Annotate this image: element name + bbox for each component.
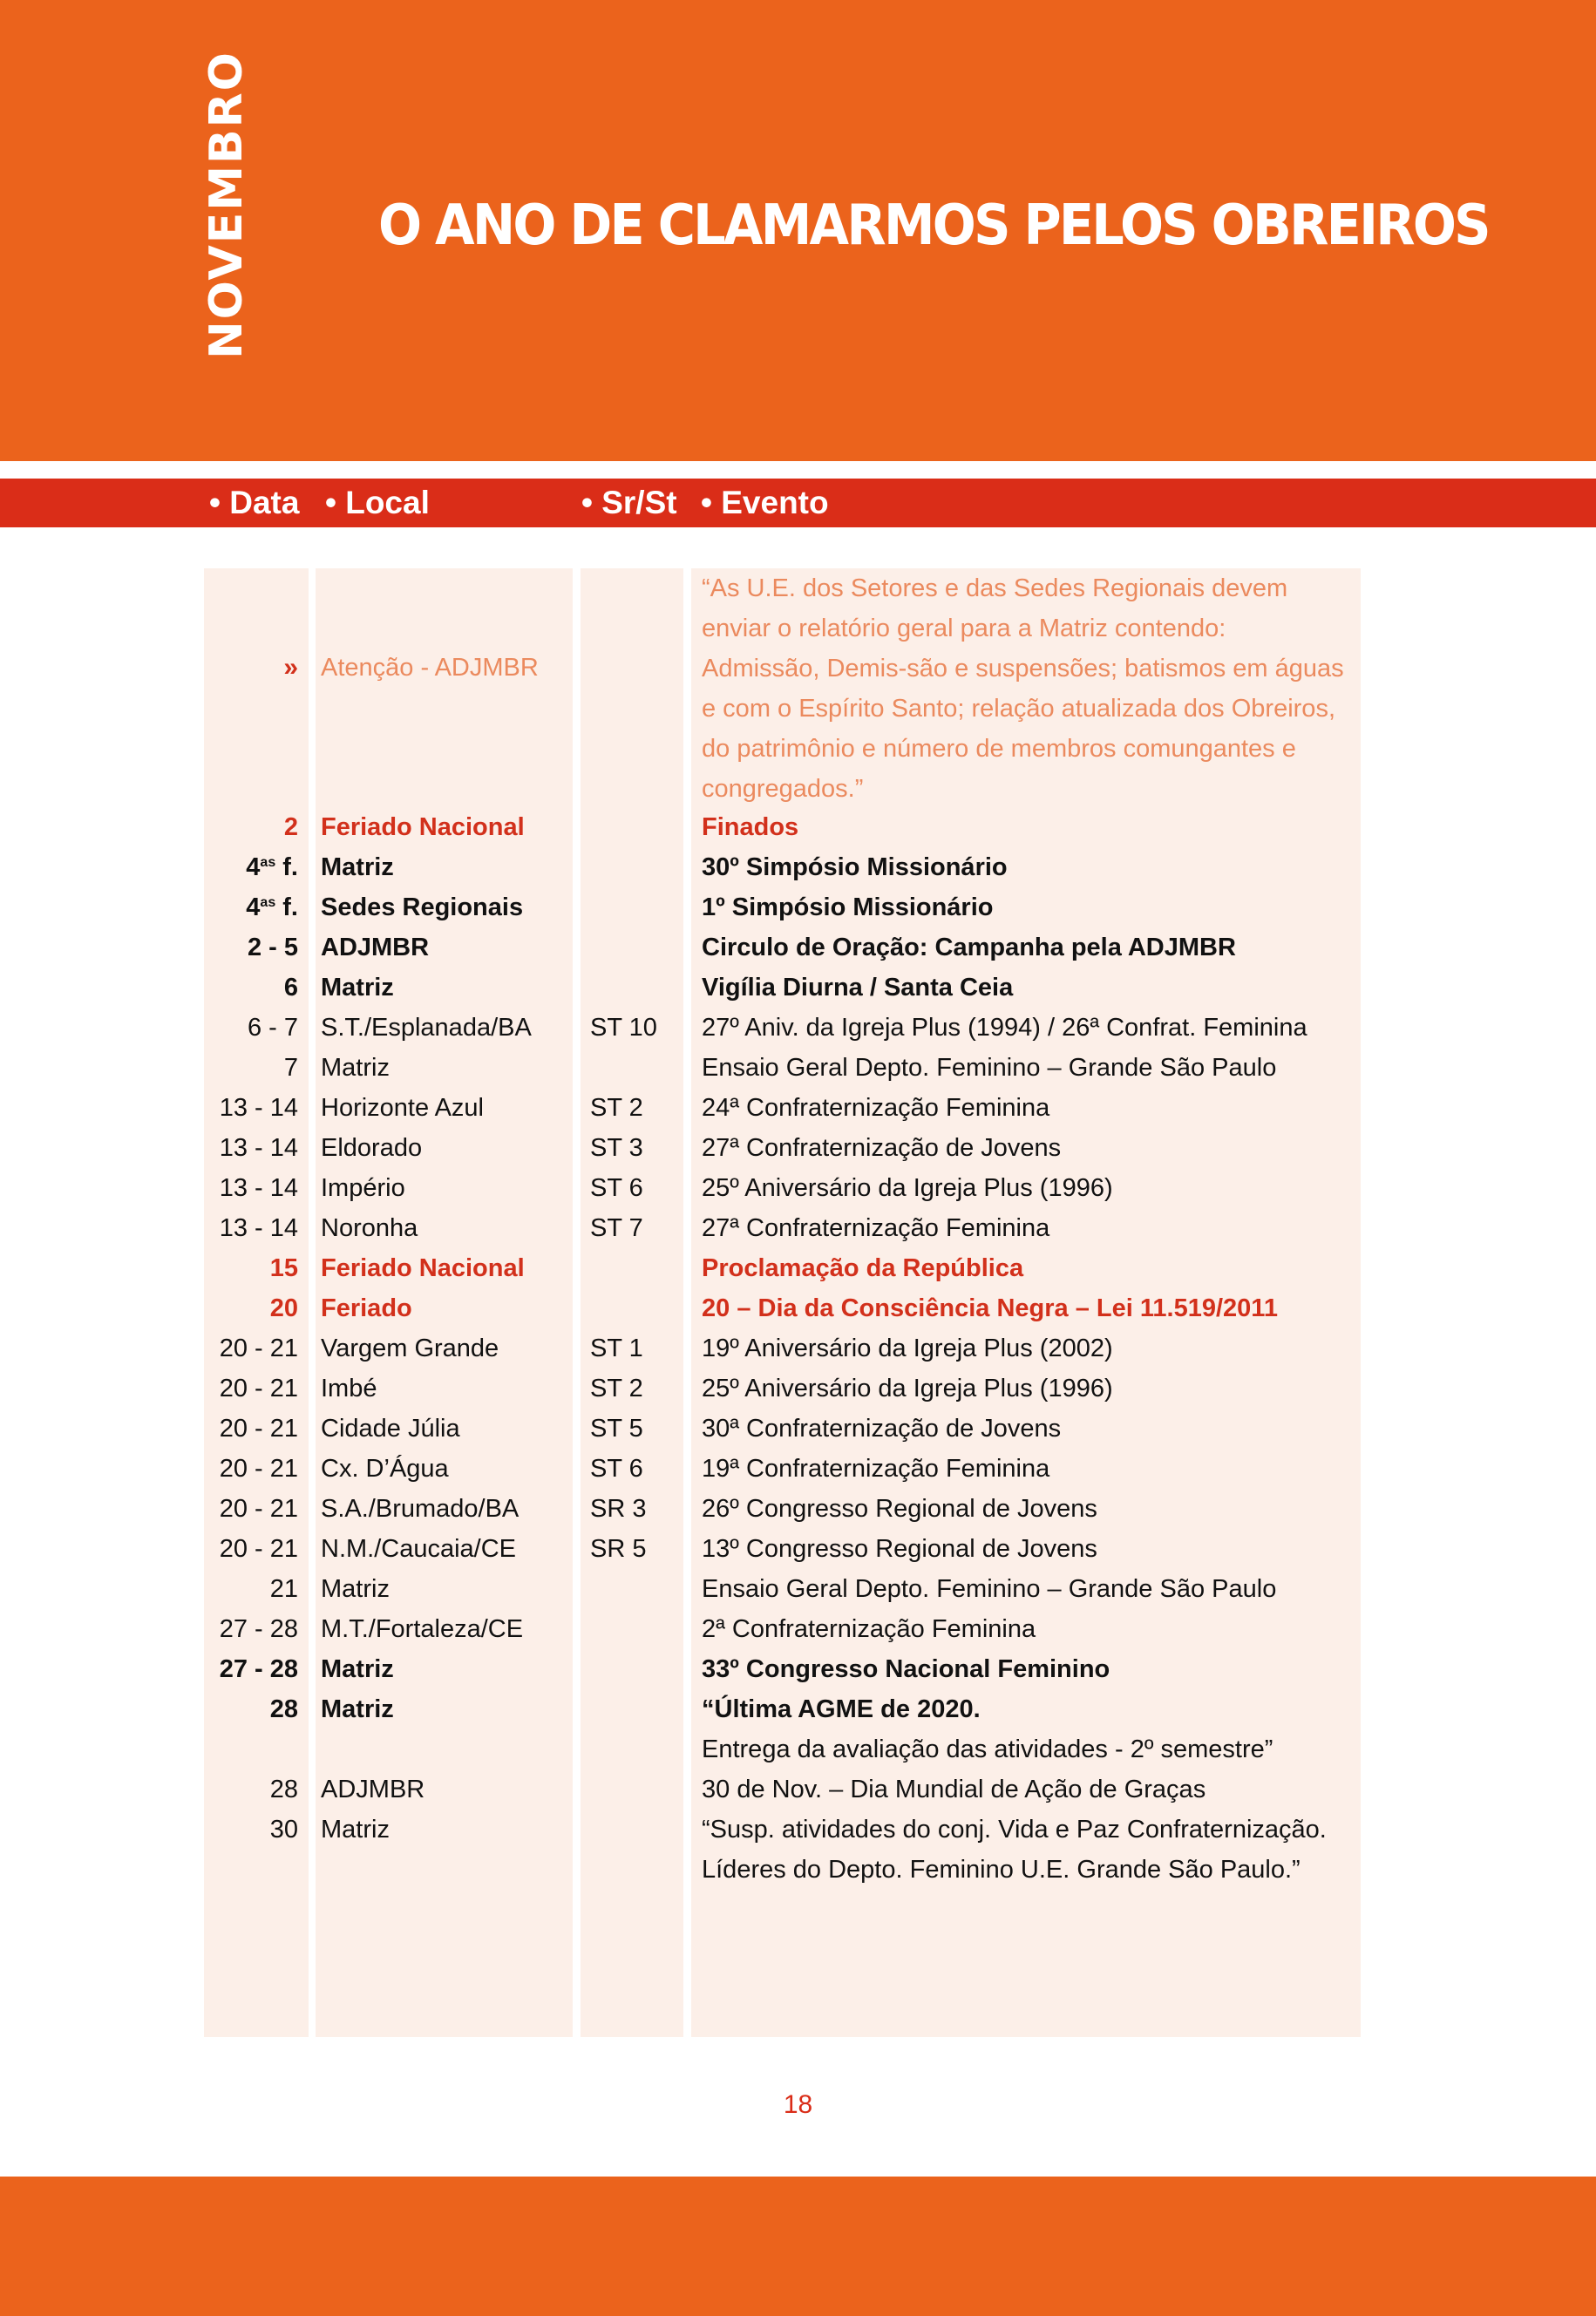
column-header-data: • Data [209, 485, 300, 520]
row-event: 33º Congresso Nacional Feminino [702, 1655, 1110, 1683]
row-local: ADJMBR [321, 1776, 425, 1803]
row-event: 25º Aniversário da Igreja Plus (1996) [702, 1375, 1113, 1403]
row-date: 6 - 7 [247, 1014, 298, 1042]
row-date: 13 - 14 [219, 1094, 298, 1122]
row-sector: SR 3 [590, 1495, 647, 1523]
row-local: Horizonte Azul [321, 1094, 484, 1122]
row-date [246, 887, 298, 927]
table-row [0, 1810, 1596, 1850]
table-row [0, 1729, 1596, 1769]
table-row [0, 1369, 1596, 1409]
row-sector: ST 1 [590, 1335, 643, 1362]
table-row [0, 927, 1596, 968]
table-row [0, 1769, 1596, 1810]
row-date: 30 [269, 1816, 298, 1844]
table-row [0, 1208, 1596, 1248]
row-local: N.M./Caucaia/CE [321, 1535, 517, 1563]
row-date: 15 [269, 1254, 298, 1282]
row-local: Matriz [321, 1695, 394, 1723]
row-event: 1º Simpósio Missionário [702, 893, 994, 921]
row-local: Eldorado [321, 1134, 423, 1162]
row-date: 20 - 21 [219, 1495, 298, 1523]
row-date: 20 - 21 [219, 1535, 298, 1563]
row-event: 30 de Nov. – Dia Mundial de Ação de Graças [702, 1776, 1206, 1803]
row-event: 30ª Confraternização de Jovens [702, 1415, 1062, 1443]
table-row [0, 1409, 1596, 1449]
row-event: Proclamação da República [702, 1254, 1024, 1282]
row-local: Cidade Júlia [321, 1415, 460, 1443]
row-sector: ST 6 [590, 1174, 643, 1202]
row-date-suffix: f. [275, 853, 298, 881]
row-local: Matriz [321, 853, 394, 881]
column-header-bar [0, 479, 1596, 527]
table-row [0, 887, 1596, 927]
row-event: 30º Simpósio Missionário [702, 853, 1008, 881]
row-date: 13 - 14 [219, 1214, 298, 1242]
table-row [0, 968, 1596, 1008]
row-date: 2 [283, 813, 298, 841]
month-label: NOVEMBRO [200, 51, 253, 359]
row-event: Finados [702, 813, 799, 841]
row-date: 20 - 21 [219, 1415, 298, 1443]
row-local: Imbé [321, 1375, 377, 1403]
table-row [0, 1529, 1596, 1569]
row-local: Império [321, 1174, 405, 1202]
row-event: 20 – Dia da Consciência Negra – Lei 11.519/2011 [702, 1294, 1278, 1322]
row-local: Matriz [321, 974, 394, 1002]
row-local: S.T./Esplanada/BA [321, 1014, 532, 1042]
column-header-srst: • Sr/St [581, 485, 677, 520]
row-event: Líderes do Depto. Feminino U.E. Grande São Paulo.” [702, 1856, 1301, 1884]
row-sector: ST 6 [590, 1455, 643, 1483]
row-date: 13 - 14 [219, 1174, 298, 1202]
table-row [0, 1008, 1596, 1048]
row-sector: ST 3 [590, 1134, 643, 1162]
row-local: Sedes Regionais [321, 893, 524, 921]
row-local: Matriz [321, 1575, 390, 1603]
row-date-number: 4 [246, 893, 261, 921]
row-date: 2 - 5 [247, 934, 298, 961]
table-row [0, 1328, 1596, 1369]
table-row [0, 1048, 1596, 1088]
row-local: Vargem Grande [321, 1335, 499, 1362]
row-event: 13º Congresso Regional de Jovens [702, 1535, 1097, 1563]
row-date: 20 - 21 [219, 1455, 298, 1483]
row-event: Ensaio Geral Depto. Feminino – Grande São Paulo [702, 1054, 1277, 1082]
row-event: 19º Aniversário da Igreja Plus (2002) [702, 1335, 1113, 1362]
row-date: 28 [269, 1695, 298, 1723]
row-date-suffix: f. [275, 893, 298, 921]
table-row [0, 1128, 1596, 1168]
table-row [0, 807, 1596, 847]
column-header-evento: • Evento [701, 485, 829, 520]
row-sector: ST 7 [590, 1214, 643, 1242]
row-event: 27º Aniv. da Igreja Plus (1994) / 26ª Confrat. Feminina [702, 1014, 1307, 1042]
row-date: 28 [269, 1776, 298, 1803]
row-event: “Última AGME de 2020. [702, 1695, 981, 1723]
row-event: Ensaio Geral Depto. Feminino – Grande São Paulo [702, 1575, 1277, 1603]
table-row [0, 1689, 1596, 1729]
table-row [0, 1248, 1596, 1288]
notice-marker: » [283, 653, 298, 682]
row-event: Vigília Diurna / Santa Ceia [702, 974, 1014, 1002]
header-band [0, 0, 1596, 461]
table-row [0, 1649, 1596, 1689]
table-row [0, 1288, 1596, 1328]
table-row [0, 1609, 1596, 1649]
row-date: 7 [283, 1054, 298, 1082]
row-local: Feriado Nacional [321, 1254, 525, 1282]
notice-text: “As U.E. dos Setores e das Sedes Regionais devem enviar o relatório geral para a Matriz contendo: Admissão, Demis-são e suspensões; batismos em águas e com o Espírito Santo; relação atualizada dos Obreiros, do patrimônio e número de membros comungantes e congregados.” [702, 574, 1344, 803]
row-event: “Susp. atividades do conj. Vida e Paz Confraternização. [702, 1816, 1327, 1844]
row-event: 25º Aniversário da Igreja Plus (1996) [702, 1174, 1113, 1202]
row-local: Noronha [321, 1214, 418, 1242]
row-event: 24ª Confraternização Feminina [702, 1094, 1050, 1122]
row-event: Circulo de Oração: Campanha pela ADJMBR [702, 934, 1236, 961]
row-local: Feriado [321, 1294, 412, 1322]
row-date [246, 847, 298, 887]
table-row [0, 1168, 1596, 1208]
row-date: 13 - 14 [219, 1134, 298, 1162]
row-event: 27ª Confraternização Feminina [702, 1214, 1050, 1242]
table-row [0, 1569, 1596, 1609]
table-row [0, 847, 1596, 887]
table-row [0, 1489, 1596, 1529]
row-local: Feriado Nacional [321, 813, 525, 841]
row-date: 27 - 28 [219, 1655, 298, 1683]
notice-local: Atenção - ADJMBR [321, 654, 539, 682]
row-event: 2ª Confraternização Feminina [702, 1615, 1036, 1643]
row-local: M.T./Fortaleza/CE [321, 1615, 524, 1643]
footer-band [0, 2177, 1596, 2316]
page-number: 18 [783, 2090, 813, 2119]
row-local: Cx. D’Água [321, 1455, 449, 1483]
row-date-number: 4 [246, 853, 261, 881]
row-sector: SR 5 [590, 1535, 647, 1563]
row-sector: ST 2 [590, 1375, 643, 1403]
table-row [0, 1850, 1596, 1890]
table-row [0, 1088, 1596, 1128]
row-date: 20 - 21 [219, 1375, 298, 1403]
row-local: S.A./Brumado/BA [321, 1495, 520, 1523]
row-date-sup: as [260, 855, 276, 870]
row-event: 27ª Confraternização de Jovens [702, 1134, 1062, 1162]
row-sector: ST 2 [590, 1094, 643, 1122]
column-header-local: • Local [325, 485, 430, 520]
row-sector: ST 10 [590, 1014, 657, 1042]
row-event: Entrega da avaliação das atividades - 2º semestre” [702, 1735, 1273, 1763]
row-date: 27 - 28 [219, 1615, 298, 1643]
row-local: Matriz [321, 1054, 390, 1082]
row-local: Matriz [321, 1655, 394, 1683]
row-event: 19ª Confraternização Feminina [702, 1455, 1050, 1483]
row-date: 6 [283, 974, 298, 1002]
row-event: 26º Congresso Regional de Jovens [702, 1495, 1097, 1523]
table-row [0, 1449, 1596, 1489]
row-sector: ST 5 [590, 1415, 643, 1443]
row-date: 20 - 21 [219, 1335, 298, 1362]
row-date: 21 [269, 1575, 298, 1603]
row-local: Matriz [321, 1816, 390, 1844]
row-local: ADJMBR [321, 934, 430, 961]
row-date-sup: as [260, 895, 276, 910]
row-date: 20 [269, 1294, 298, 1322]
page-title: O ANO DE CLAMARMOS PELOS OBREIROS [378, 194, 1489, 258]
